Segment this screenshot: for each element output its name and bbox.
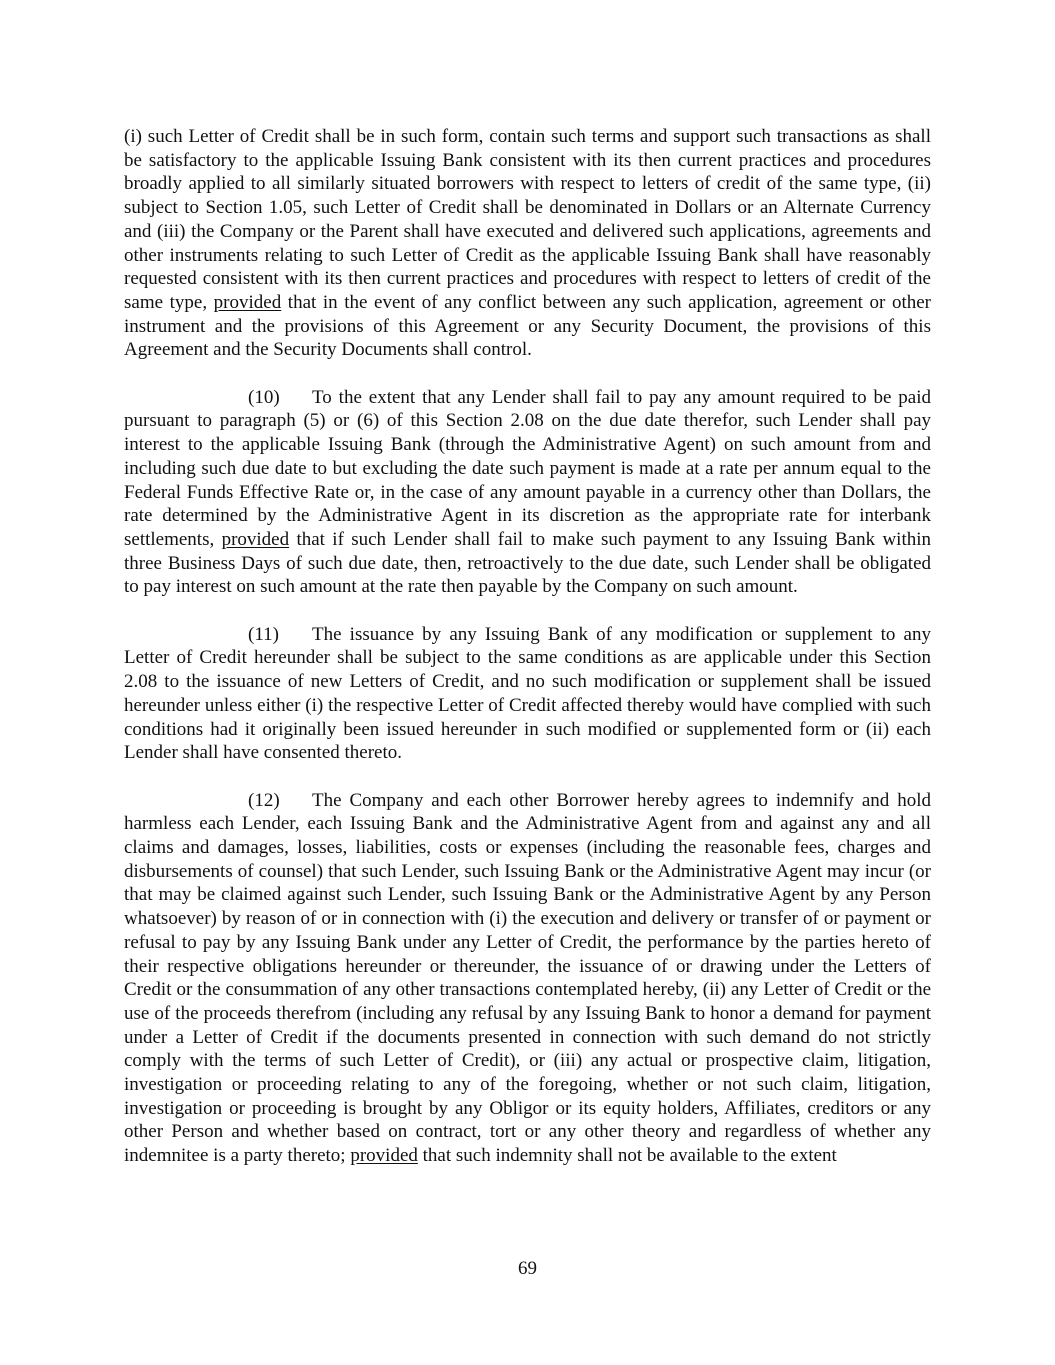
paragraph-text: that such indemnity shall not be available to the extent — [417, 1145, 837, 1167]
paragraph-number: (12) — [248, 789, 280, 811]
paragraph-text: The issuance by any Issuing Bank of any modification or supplement to any Letter of Credit hereunder shall be subject to the same conditions as are applicable under this Section 2.08 to the issuance of new Letters of Credit, and no such modification or supplement shall be issued hereunder unless either (i) the respective Letter of Credit affected thereby would have complied with such conditions had it originally been issued hereunder in such modified or supplemented form or (ii) each Lender shall have consented thereto. — [124, 623, 931, 764]
page-number: 69 — [518, 1258, 537, 1279]
document-body — [124, 125, 931, 1168]
paragraph-text: The Company and each other Borrower hereby agrees to indemnify and hold harmless each Lender, each Issuing Bank and the Administrative Agent from and against any and all claims and damages, losses, liabilities, costs or expenses (including the reasonable fees, charges and disbursements of counsel) that such Lender, such Issuing Bank or the Administrative Agent may incur (or that may be claimed against such Lender, such Issuing Bank or the Administrative Agent by any Person whatsoever) by reason of or in connection with (i) the execution and delivery or transfer of or payment or refusal to pay by any Issuing Bank under any Letter of Credit, the performance by the parties hereto of their respective obligations hereunder or thereunder, the issuance of or drawing under the Letters of Credit or the consummation of any other transactions contemplated hereby, (ii) any Letter of Credit or the use of the proceeds therefrom (including any refusal by any Issuing Bank to honor a demand for payment under a Letter of Credit if the documents presented in connection with such demand do not strictly comply with the terms of such Letter of Credit), or (iii) any actual or prospective claim, litigation, investigation or proceeding relating to any of the foregoing, whether or not such claim, litigation, investigation or proceeding is brought by any Obligor or its equity holders, Affiliates, creditors or any other Person and whether based on contract, tort or any other theory and regardless of whether any indemnitee is a party thereto; — [124, 789, 931, 1167]
paragraph-number: (10) — [248, 386, 280, 408]
provided-term: provided — [221, 528, 290, 550]
paragraph-number: (11) — [248, 623, 279, 645]
paragraph-text: (i) such Letter of Credit shall be in such form, contain such terms and support such transactions as shall be satisfactory to the applicable Issuing Bank consistent with its then current practices and procedures broadly applied to all similarly situated borrowers with respect to letters of credit of the same type, (ii) subject to Section 1.05, such Letter of Credit shall be denominated in Dollars or an Alternate Currency and (iii) the Company or the Parent shall have executed and delivered such applications, agreements and other instruments relating to such Letter of Credit as the applicable Issuing Bank shall have reasonably requested consistent with its then current practices and procedures with respect to letters of credit of the same type, — [124, 126, 931, 313]
paragraph-12 — [124, 789, 931, 1168]
paragraph-11 — [124, 623, 931, 765]
paragraph-text: that if such Lender shall fail to make such payment to any Issuing Bank within three Business Days of such due date, then, retroactively to the due date, such Lender shall be obligated to pay interest on such amount at the rate then payable by the Company on such amount. — [124, 528, 932, 598]
paragraph-text: To the extent that any Lender shall fail to pay any amount required to be paid pursuant to paragraph (5) or (6) of this Section 2.08 on the due date therefor, such Lender shall pay interest to the applicable Issuing Bank (through the Administrative Agent) on such amount from and including such due date to but excluding the date such payment is made at a rate per annum equal to the Federal Funds Effective Rate or, in the case of any amount payable in a currency other than Dollars, the rate determined by the Administrative Agent in its discretion as the appropriate rate for interbank settlements, — [124, 386, 931, 550]
provided-term: provided — [350, 1145, 418, 1167]
paragraph-continuation — [124, 125, 931, 362]
provided-term: provided — [213, 291, 282, 313]
paragraph-text: that in the event of any conflict between any such application, agreement or other instrument and the provisions of this Agreement or any Security Document, the provisions of this Agreement and the Security Documents shall control. — [124, 291, 931, 361]
paragraph-10 — [124, 386, 931, 599]
